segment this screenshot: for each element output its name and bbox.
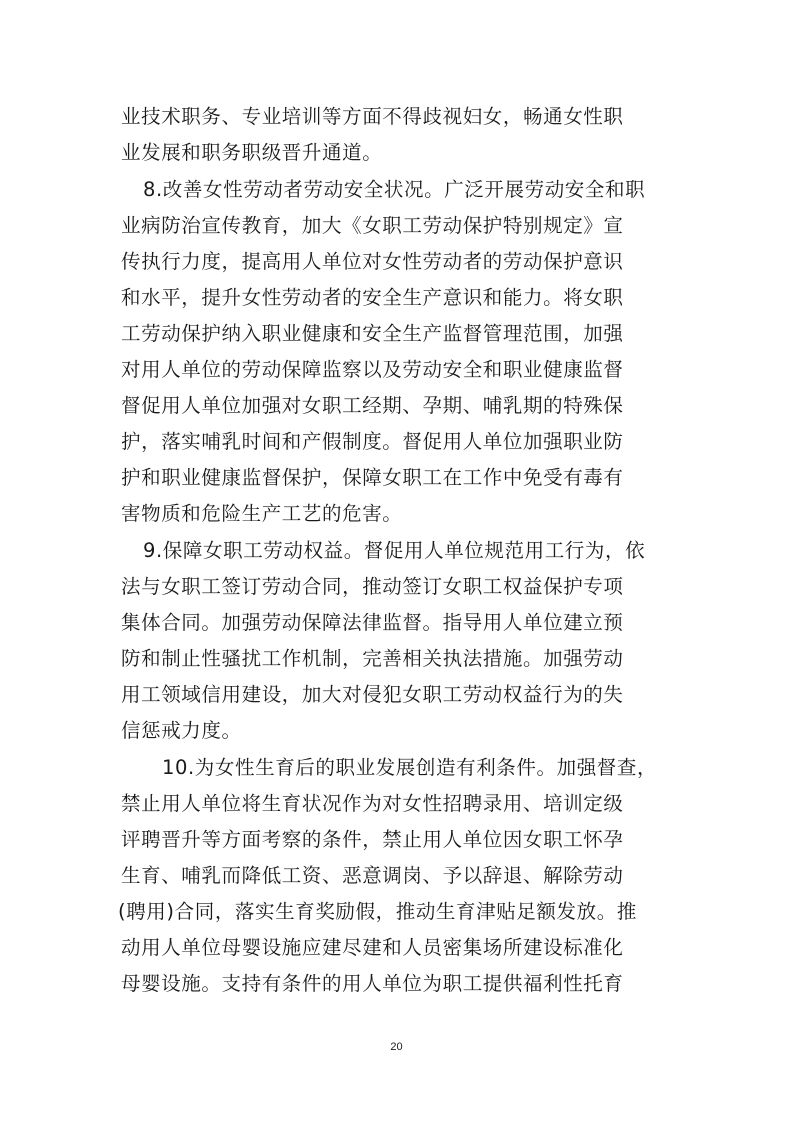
text-line: 评聘晋升等方面考察的条件，禁止用人单位因女职工怀孕 [121,828,624,851]
text-line: 生育、哺乳而降低工资、恶意调岗、予以辞退、解除劳动 [121,864,624,887]
text-line: 和水平，提升女性劳动者的安全生产意识和能力。将女职 [121,286,624,309]
text-line: 防和制止性骚扰工作机制，完善相关执法措施。加强劳动 [121,647,624,670]
text-line: 9.保障女职工劳动权益。督促用人单位规范用工行为，依 [143,539,646,562]
text-line: (聘用)合同，落实生育奖励假，推动生育津贴足额发放。推 [118,900,637,923]
text-line: 对用人单位的劳动保障监察以及劳动安全和职业健康监督 [121,358,624,381]
text-line: 护和职业健康监督保护，保障女职工在工作中免受有毒有 [121,466,624,489]
text-line: 8.改善女性劳动者劳动安全状况。广泛开展劳动安全和职 [143,178,646,201]
text-line: 业发展和职务职级晋升通道。 [121,141,383,164]
text-line: 动用人单位母婴设施应建尽建和人员密集场所建设标准化 [121,936,624,959]
text-line: 法与女职工签订劳动合同，推动签订女职工权益保护专项 [121,575,624,598]
text-line: 母婴设施。支持有条件的用人单位为职工提供福利性托育 [121,972,624,995]
text-line: 传执行力度，提高用人单位对女性劳动者的劳动保护意识 [121,250,624,273]
page-number: 20 [390,1041,403,1053]
text-line: 督促用人单位加强对女职工经期、孕期、哺乳期的特殊保 [121,394,624,417]
text-line: 业技术职务、专业培训等方面不得歧视妇女，畅通女性职 [121,105,624,128]
text-line: 禁止用人单位将生育状况作为对女性招聘录用、培训定级 [121,792,624,815]
text-line: 害物质和危险生产工艺的危害。 [121,502,403,525]
text-line: 护，落实哺乳时间和产假制度。督促用人单位加强职业防 [121,430,624,453]
text-line: 工劳动保护纳入职业健康和安全生产监督管理范围，加强 [121,322,624,345]
text-line: 集体合同。加强劳动保障法律监督。指导用人单位建立预 [121,611,624,634]
text-line: 10.为女性生育后的职业发展创造有利条件。加强督查， [162,756,658,779]
text-line: 业病防治宣传教育，加大《女职工劳动保护特别规定》宣 [121,214,624,237]
text-line: 信惩戒力度。 [121,719,242,742]
text-line: 用工领域信用建设，加大对侵犯女职工劳动权益行为的失 [121,683,624,706]
